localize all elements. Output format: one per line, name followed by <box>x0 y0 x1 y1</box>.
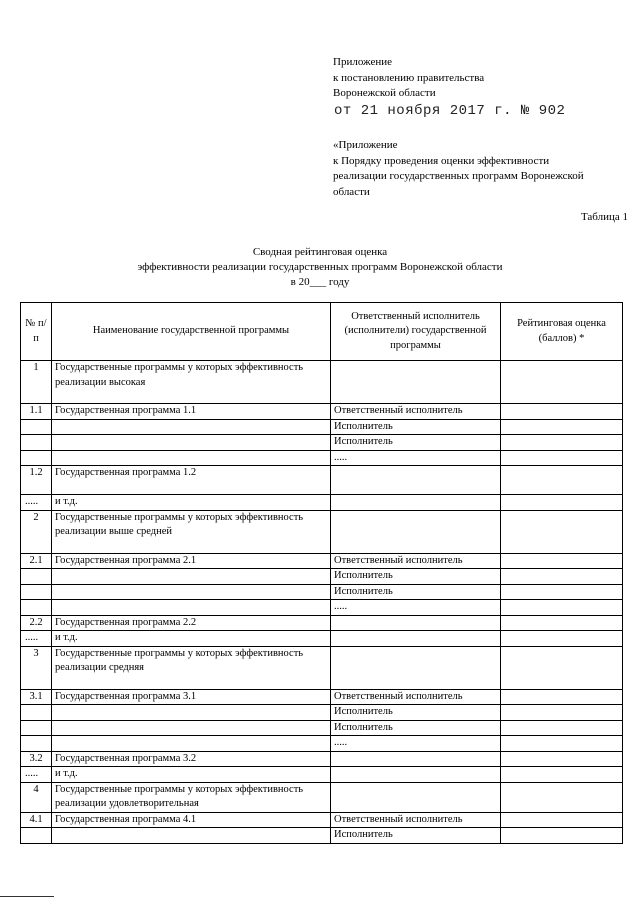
executor-cell: Ответственный исполнитель <box>331 553 501 569</box>
table-row <box>21 828 623 844</box>
executor-cell: ..... <box>331 736 501 752</box>
program-name-cell: Государственная программа 1.2 <box>52 466 331 495</box>
executor-cell: Ответственный исполнитель <box>331 812 501 828</box>
program-name-cell <box>52 569 331 585</box>
program-name-cell <box>52 736 331 752</box>
executor-cell <box>331 782 501 812</box>
rating-cell <box>501 495 623 511</box>
program-name-cell: Государственная программа 2.1 <box>52 553 331 569</box>
program-name-cell: и т.д. <box>52 495 331 511</box>
table-body <box>21 361 623 844</box>
row-num-cell: ..... <box>21 631 52 647</box>
program-name-cell: Государственная программа 4.1 <box>52 812 331 828</box>
table-row <box>21 495 623 511</box>
program-name-cell: Государственная программа 2.2 <box>52 615 331 631</box>
rating-cell <box>501 782 623 812</box>
table-row <box>21 631 623 647</box>
table-row <box>21 584 623 600</box>
table-row <box>21 767 623 783</box>
program-name-cell <box>52 828 331 844</box>
table-row <box>21 404 623 420</box>
program-name-cell <box>52 435 331 451</box>
program-name-cell: Государственная программа 3.2 <box>52 751 331 767</box>
header-program-name: Наименование государственной программы <box>52 303 331 361</box>
table-row <box>21 600 623 616</box>
executor-cell: Ответственный исполнитель <box>331 689 501 705</box>
program-name-cell: и т.д. <box>52 767 331 783</box>
rating-cell <box>501 812 623 828</box>
row-num-cell <box>21 584 52 600</box>
executor-cell <box>331 646 501 689</box>
rating-cell <box>501 767 623 783</box>
program-name-cell <box>52 450 331 466</box>
table-row <box>21 450 623 466</box>
row-num-cell: 2.2 <box>21 615 52 631</box>
header-executor: Ответственный исполнитель (исполнители) государственной программы <box>331 303 501 361</box>
header-rating: Рейтинговая оценка (баллов) * <box>501 303 623 361</box>
rating-cell <box>501 689 623 705</box>
rating-cell <box>501 404 623 420</box>
footnote-rule <box>0 896 54 897</box>
appendix-line: к постановлению правительства <box>333 71 485 84</box>
table-row <box>21 569 623 585</box>
executor-cell: Исполнитель <box>331 584 501 600</box>
row-num-cell: 1 <box>21 361 52 404</box>
table-row <box>21 720 623 736</box>
program-name-cell <box>52 419 331 435</box>
program-name-cell: Государственная программа 3.1 <box>52 689 331 705</box>
executor-cell: Исполнитель <box>331 705 501 721</box>
quoted-appendix-line: области <box>333 185 370 198</box>
program-name-cell: Государственные программы у которых эффективность реализации выше средней <box>52 510 331 553</box>
executor-cell: Исполнитель <box>331 720 501 736</box>
row-num-cell: 4 <box>21 782 52 812</box>
appendix-line: Приложение <box>333 56 393 68</box>
table-row <box>21 812 623 828</box>
program-name-cell: Государственные программы у которых эффективность реализации высокая <box>52 361 331 404</box>
executor-cell <box>331 361 501 404</box>
appendix-block <box>333 55 623 200</box>
row-num-cell <box>21 450 52 466</box>
rating-cell <box>501 720 623 736</box>
program-name-cell <box>52 705 331 721</box>
table-row <box>21 705 623 721</box>
row-num-cell <box>21 736 52 752</box>
row-num-cell <box>21 828 52 844</box>
table-row <box>21 751 623 767</box>
executor-cell: Исполнитель <box>331 419 501 435</box>
row-num-cell <box>21 569 52 585</box>
table-row <box>21 553 623 569</box>
rating-cell <box>501 646 623 689</box>
row-num-cell: 3.2 <box>21 751 52 767</box>
rating-cell <box>501 631 623 647</box>
row-num-cell: 3.1 <box>21 689 52 705</box>
row-num-cell <box>21 720 52 736</box>
program-name-cell <box>52 584 331 600</box>
quoted-appendix-line: к Порядку проведения оценки эффективности <box>333 154 550 167</box>
rating-cell <box>501 435 623 451</box>
row-num-cell: 1.2 <box>21 466 52 495</box>
row-num-cell <box>21 435 52 451</box>
row-num-cell: 2 <box>21 510 52 553</box>
program-name-cell: Государственная программа 1.1 <box>52 404 331 420</box>
table-label: Таблица 1 <box>580 211 628 223</box>
rating-cell <box>501 600 623 616</box>
rating-cell <box>501 615 623 631</box>
table-row <box>21 510 623 553</box>
rating-cell <box>501 419 623 435</box>
executor-cell: Исполнитель <box>331 435 501 451</box>
row-num-cell: ..... <box>21 495 52 511</box>
row-num-cell <box>21 419 52 435</box>
executor-cell: Ответственный исполнитель <box>331 404 501 420</box>
program-name-cell <box>52 720 331 736</box>
executor-cell <box>331 615 501 631</box>
rating-cell <box>501 751 623 767</box>
executor-cell: ..... <box>331 450 501 466</box>
table-row <box>21 361 623 404</box>
table-row <box>21 435 623 451</box>
table-header-row <box>21 303 623 361</box>
table-row <box>21 646 623 689</box>
table-row <box>21 689 623 705</box>
row-num-cell: 2.1 <box>21 553 52 569</box>
executor-cell <box>331 767 501 783</box>
table-row <box>21 736 623 752</box>
rating-cell <box>501 569 623 585</box>
row-num-cell: 3 <box>21 646 52 689</box>
rating-cell <box>501 466 623 495</box>
executor-cell <box>331 510 501 553</box>
rating-cell <box>501 361 623 404</box>
program-name-cell: Государственные программы у которых эффективность реализации средняя <box>52 646 331 689</box>
title-line: в 20___ году <box>290 276 350 288</box>
rating-cell <box>501 828 623 844</box>
executor-cell: Исполнитель <box>331 828 501 844</box>
executor-cell <box>331 631 501 647</box>
executor-cell <box>331 495 501 511</box>
table-row <box>21 782 623 812</box>
program-name-cell: Государственные программы у которых эффективность реализации удовлетворительная <box>52 782 331 812</box>
rating-cell <box>501 450 623 466</box>
table-row <box>21 615 623 631</box>
executor-cell <box>331 751 501 767</box>
title-line: Сводная рейтинговая оценка <box>252 246 388 258</box>
appendix-line: Воронежской области <box>333 87 436 99</box>
row-num-cell <box>21 705 52 721</box>
title-line: эффективности реализации государственных программ Воронежской области <box>137 261 503 273</box>
row-num-cell <box>21 600 52 616</box>
rating-cell <box>501 553 623 569</box>
rating-cell <box>501 736 623 752</box>
rating-table <box>20 302 623 844</box>
table-row <box>21 419 623 435</box>
header-num: № п/п <box>21 303 52 361</box>
program-name-cell <box>52 600 331 616</box>
table-row <box>21 466 623 495</box>
rating-cell <box>501 584 623 600</box>
table-title <box>0 245 640 290</box>
rating-cell <box>501 510 623 553</box>
program-name-cell: и т.д. <box>52 631 331 647</box>
quoted-appendix-line: «Приложение <box>333 139 398 151</box>
row-num-cell: 1.1 <box>21 404 52 420</box>
row-num-cell: 4.1 <box>21 812 52 828</box>
executor-cell <box>331 466 501 495</box>
resolution-stamp: от 21 ноября 2017 г. № 902 <box>334 102 566 119</box>
quoted-appendix-line: реализации государственных программ Воронежской <box>333 170 584 182</box>
executor-cell: ..... <box>331 600 501 616</box>
rating-cell <box>501 705 623 721</box>
row-num-cell: ..... <box>21 767 52 783</box>
executor-cell: Исполнитель <box>331 569 501 585</box>
